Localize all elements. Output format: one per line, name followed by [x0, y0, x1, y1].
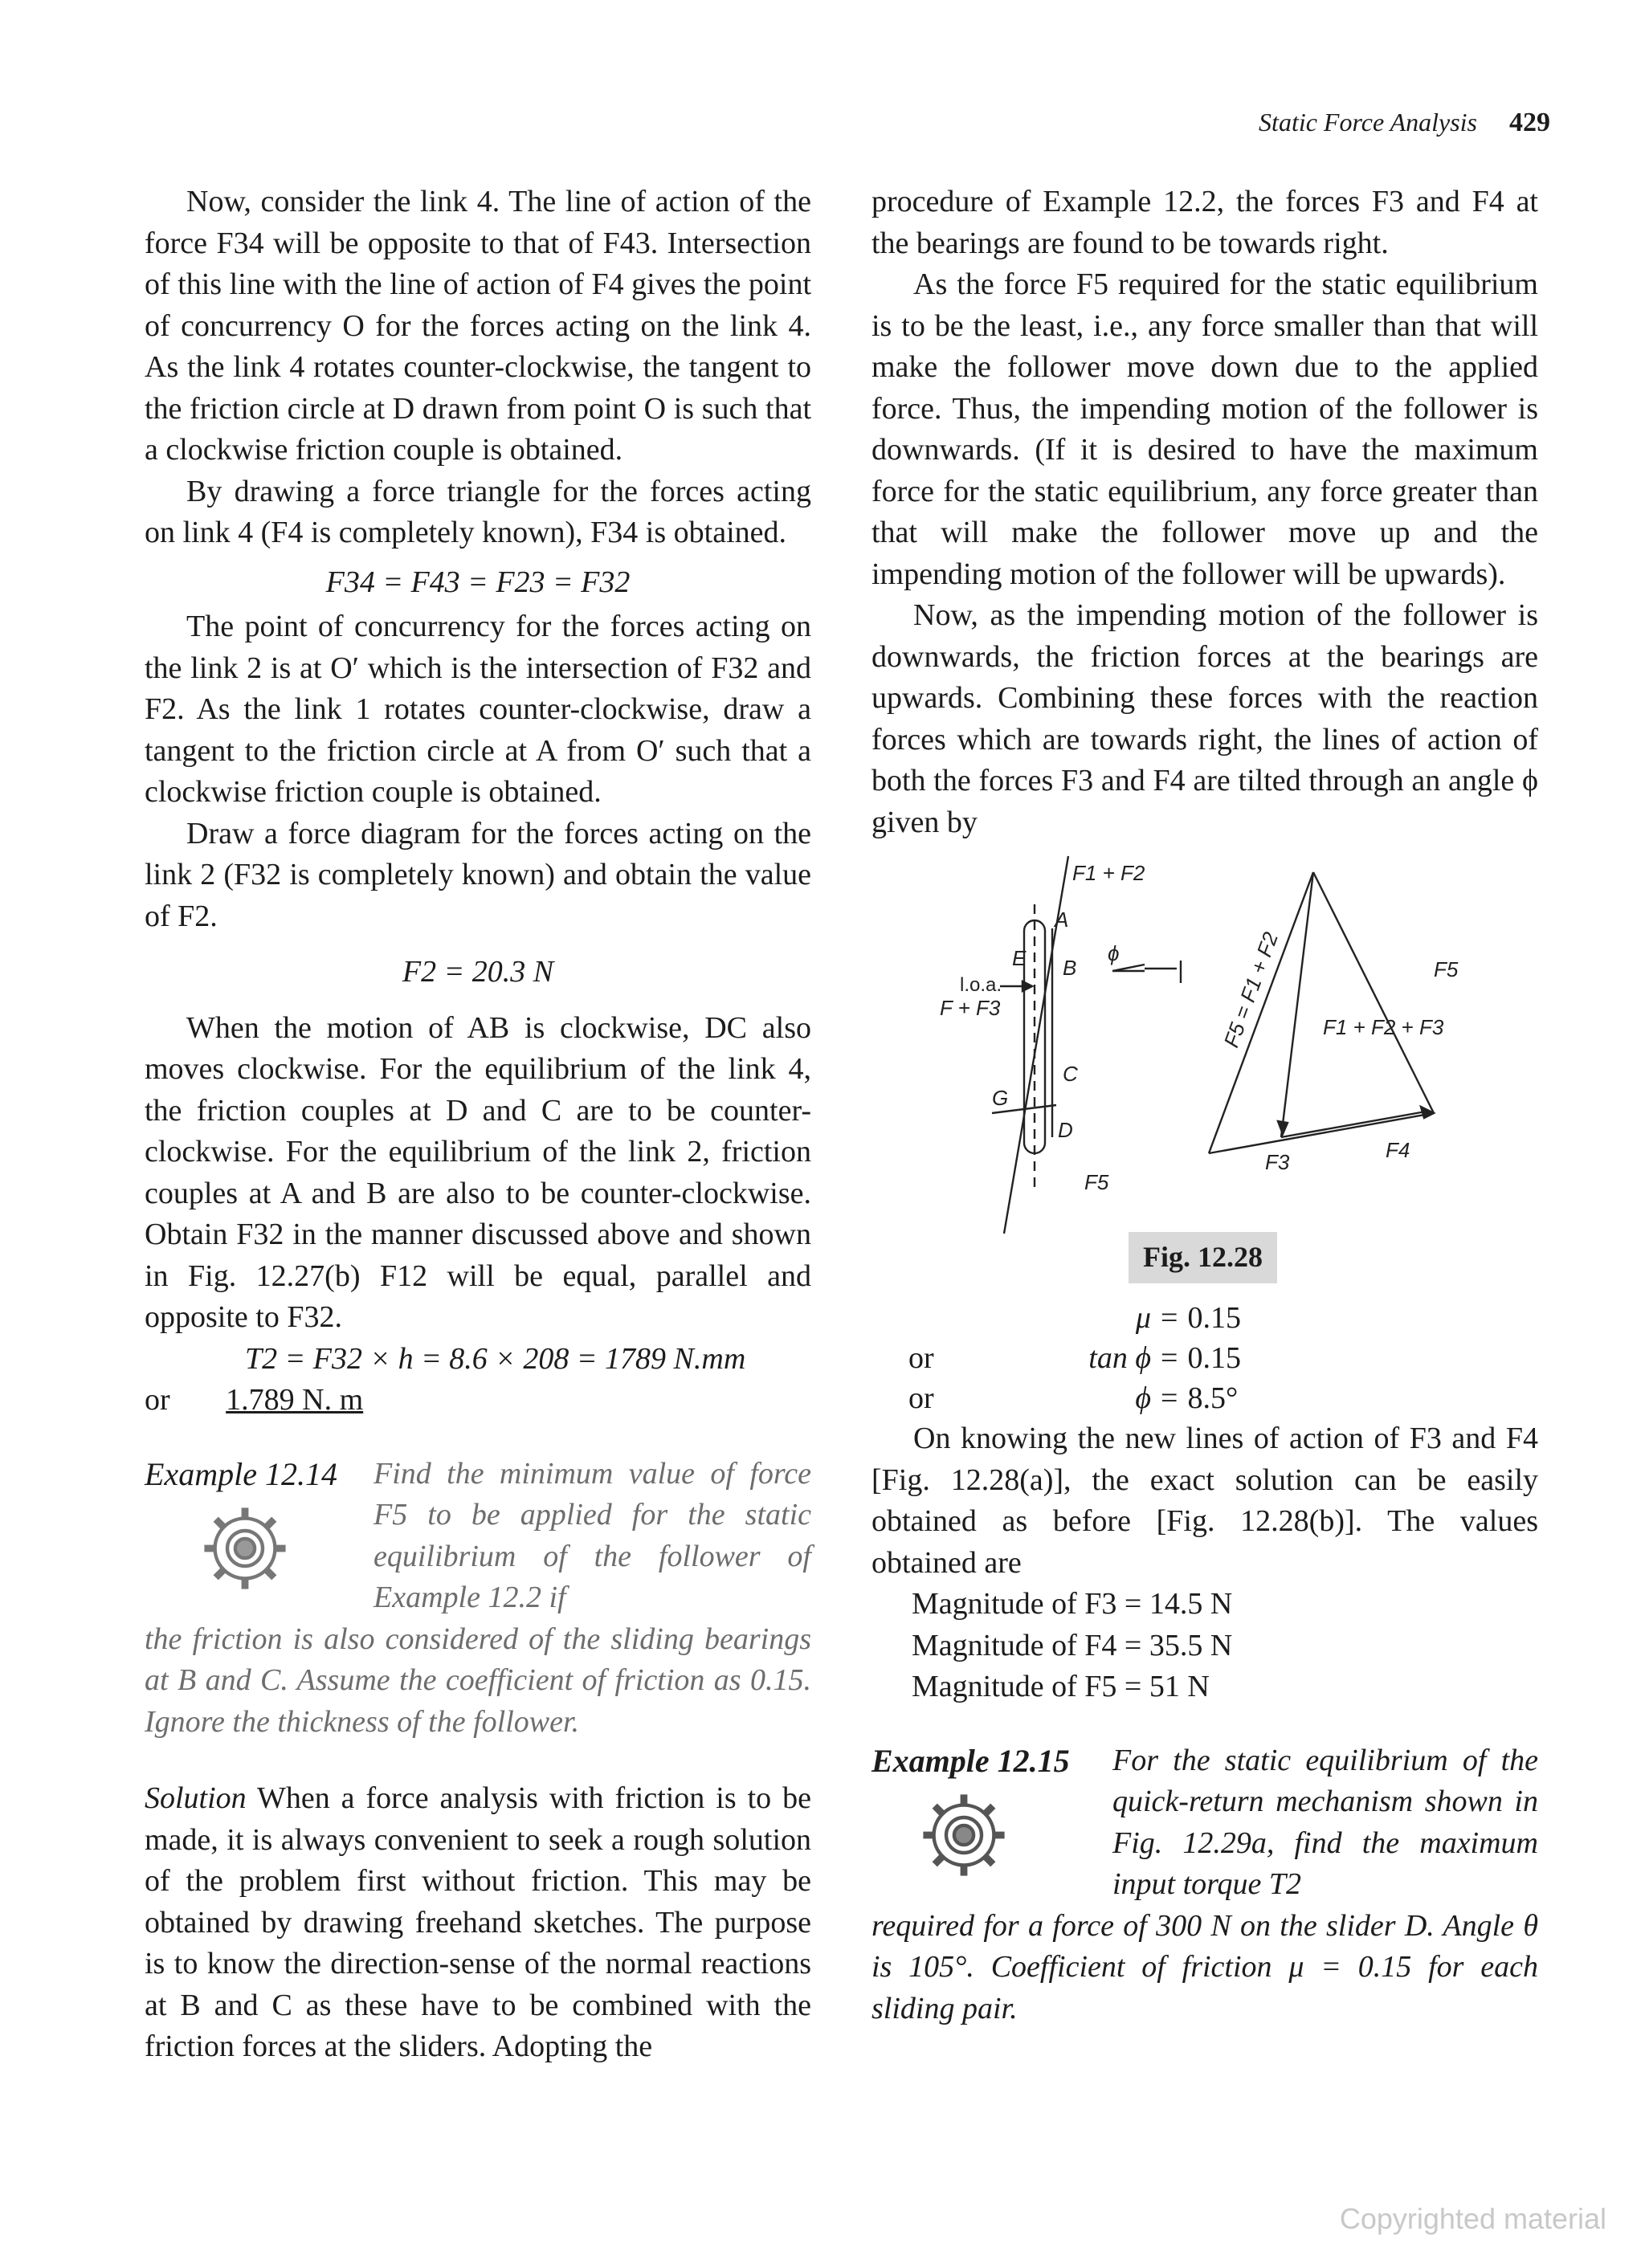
- example-block: [871, 1740, 1538, 2030]
- paragraph: The point of concurrency for the forces acting on the link 2 is at O′ which is the intersection of F32 and F2. As the link 1 rotates counter-clockwise, draw a tangent to the friction circle at A from O′ such that a clockwise friction couple is obtained.: [145, 610, 811, 809]
- equation-rhs: 0.15: [1187, 1341, 1241, 1375]
- paragraph: When the motion of AB is clockwise, DC also moves clockwise. For the equilibrium of the link 4, the friction couples at D and C are to be counter-clockwise. For the equilibrium of the link 2, friction couples at A and B are also to be counter-clockwise. Obtain F32 in the manner discussed above and shown in Fig. 12.27(b) F12 will be equal, parallel and opposite to F32.: [145, 1010, 811, 1334]
- equation-lhs: tan ϕ: [1088, 1341, 1151, 1375]
- paragraph: Now, as the impending motion of the follower is downwards, the friction forces at the bearings are upwards. Combining these forces with the reaction forces which are towards right, the lines of action of both the forces F3 and F4 are tilted through an angle ϕ given by: [871, 598, 1538, 839]
- paragraph: Draw a force diagram for the forces acting on the link 2 (F32 is completely known) and obtain the value of F2.: [145, 816, 811, 933]
- fig-label-d: D: [1058, 1118, 1073, 1142]
- fig-label-tri-f3: F3: [1265, 1150, 1290, 1174]
- paragraph: Now, consider the link 4. The line of action of the force F34 will be opposite to that of F43. Intersection of this line with the line of action of F4 gives the point of concurrency O for the forces acting on the link 4. As the link 4 rotates counter-clockwise, the tangent to the friction circle at D drawn from point O is such that a clockwise friction couple is obtained.: [145, 185, 811, 467]
- force-diagram: [871, 848, 1538, 1234]
- equation-row: or tan ϕ = 0.15: [904, 1338, 1246, 1378]
- magnitude-line: Magnitude of F3 = 14.5 N: [912, 1587, 1233, 1621]
- equation-row: or ϕ = 8.5°: [904, 1378, 1246, 1418]
- paragraph: As the force F5 required for the static equilibrium is to be the least, i.e., any force smaller than that will make the follower move down due to the applied force. Thus, the impending motion of the follower is downwards. (If it is desired to have the maximum force for the static equilibrium, any force greater than that will make the follower move up and the impending motion of the follower will be upwards).: [871, 267, 1538, 591]
- example-text: Find the minimum value of force F5 to be applied for the static equilibrium of the follower of Example 12.2 if: [373, 1456, 811, 1614]
- equation-table: [904, 1298, 1246, 1418]
- fig-label-b: B: [1063, 956, 1077, 980]
- left-column: [145, 182, 811, 2068]
- figure-12-28: [871, 848, 1538, 1298]
- equation-prefix: or: [908, 1381, 934, 1415]
- fig-label-tri-mid: F1 + F2 + F3: [1323, 1015, 1444, 1039]
- watermark: Copyrighted material: [1339, 2202, 1606, 2235]
- equation-rhs: 8.5°: [1187, 1381, 1239, 1415]
- fig-label-e: E: [1012, 946, 1027, 970]
- fig-label-phi: ϕ: [1108, 941, 1120, 965]
- fig-label-tri-f5: F5: [1434, 957, 1459, 981]
- figure-caption-wrap: [1129, 1232, 1277, 1283]
- fig-label-f5: F5: [1084, 1170, 1109, 1194]
- magnitude-line: Magnitude of F5 = 51 N: [912, 1670, 1210, 1703]
- equation-prefix: or: [145, 1383, 170, 1417]
- gear-icon: [201, 1504, 289, 1593]
- solution-label: Solution: [145, 1781, 247, 1815]
- equation-row: μ = 0.15: [904, 1298, 1246, 1338]
- paragraph: procedure of Example 12.2, the forces F3 and F4 at the bearings are found to be towards right.: [871, 185, 1538, 260]
- gear-icon: [920, 1791, 1008, 1879]
- equation-lhs: μ: [1135, 1301, 1151, 1335]
- equation-prefix: or: [908, 1341, 934, 1375]
- equation-prefix: [904, 1298, 1066, 1338]
- example-text: For the static equilibrium of the quick-return mechanism shown in Fig. 12.29a, find the maximum input torque T2: [1112, 1743, 1538, 1901]
- paragraph: By drawing a force triangle for the forces acting on link 4 (F4 is completely known), F34 is obtained.: [145, 474, 811, 549]
- magnitude-line: Magnitude of F4 = 35.5 N: [912, 1628, 1233, 1662]
- equation-rhs: 0.15: [1187, 1301, 1241, 1335]
- solution-text: When a force analysis with friction is to be made, it is always convenient to seek a rough solution of the problem first without friction. This may be obtained by drawing freehand sketches. The purpose is to know the direction-sense of the normal reactions at B and C as these have to be combined with the friction forces at the sliders. Adopting the: [145, 1781, 811, 2063]
- example-label: Example 12.15: [871, 1742, 1070, 1779]
- running-header: [1259, 108, 1550, 138]
- fig-label-f3: F + F3: [940, 996, 1001, 1020]
- equation-row: [145, 1380, 811, 1422]
- fig-label-tri-f4: F4: [1386, 1138, 1410, 1162]
- header-title: Static Force Analysis: [1259, 108, 1477, 137]
- solution-paragraph: [145, 1778, 811, 2068]
- right-column: [871, 182, 1538, 2029]
- fig-label-tri-left: F5 = F1 + F2: [1218, 928, 1284, 1051]
- example-label: Example 12.14: [145, 1455, 337, 1492]
- fig-label-g: G: [992, 1086, 1009, 1110]
- equation: F2 = 20.3 N: [402, 955, 554, 989]
- paragraph: On knowing the new lines of action of F3 and F4 [Fig. 12.28(a)], the exact solution can be easily obtained as before [Fig. 12.28(b)]. The values obtained are: [871, 1422, 1538, 1580]
- fig-label-top: F1 + F2: [1072, 861, 1145, 885]
- fig-label-a: A: [1055, 908, 1069, 932]
- equation: F34 = F43 = F23 = F32: [325, 565, 631, 599]
- figure-caption: Fig. 12.28: [1129, 1232, 1277, 1283]
- example-block: [145, 1454, 811, 1744]
- fig-label-c: C: [1063, 1062, 1078, 1086]
- fig-label-loa: l.o.a.: [960, 974, 1002, 996]
- equation-lhs: ϕ: [1135, 1381, 1151, 1415]
- page-number: 429: [1509, 108, 1550, 137]
- equation: T2 = F32 × h = 8.6 × 208 = 1789 N.mm: [245, 1341, 746, 1376]
- example-text: required for a force of 300 N on the slider D. Angle θ is 105°. Coefficient of friction μ = 0.15 for each sliding pair.: [871, 1908, 1538, 2025]
- example-text: the friction is also considered of the sliding bearings at B and C. Assume the coefficient of friction as 0.15. Ignore the thickness of the follower.: [145, 1621, 811, 1739]
- equation: 1.789 N. m: [226, 1383, 364, 1417]
